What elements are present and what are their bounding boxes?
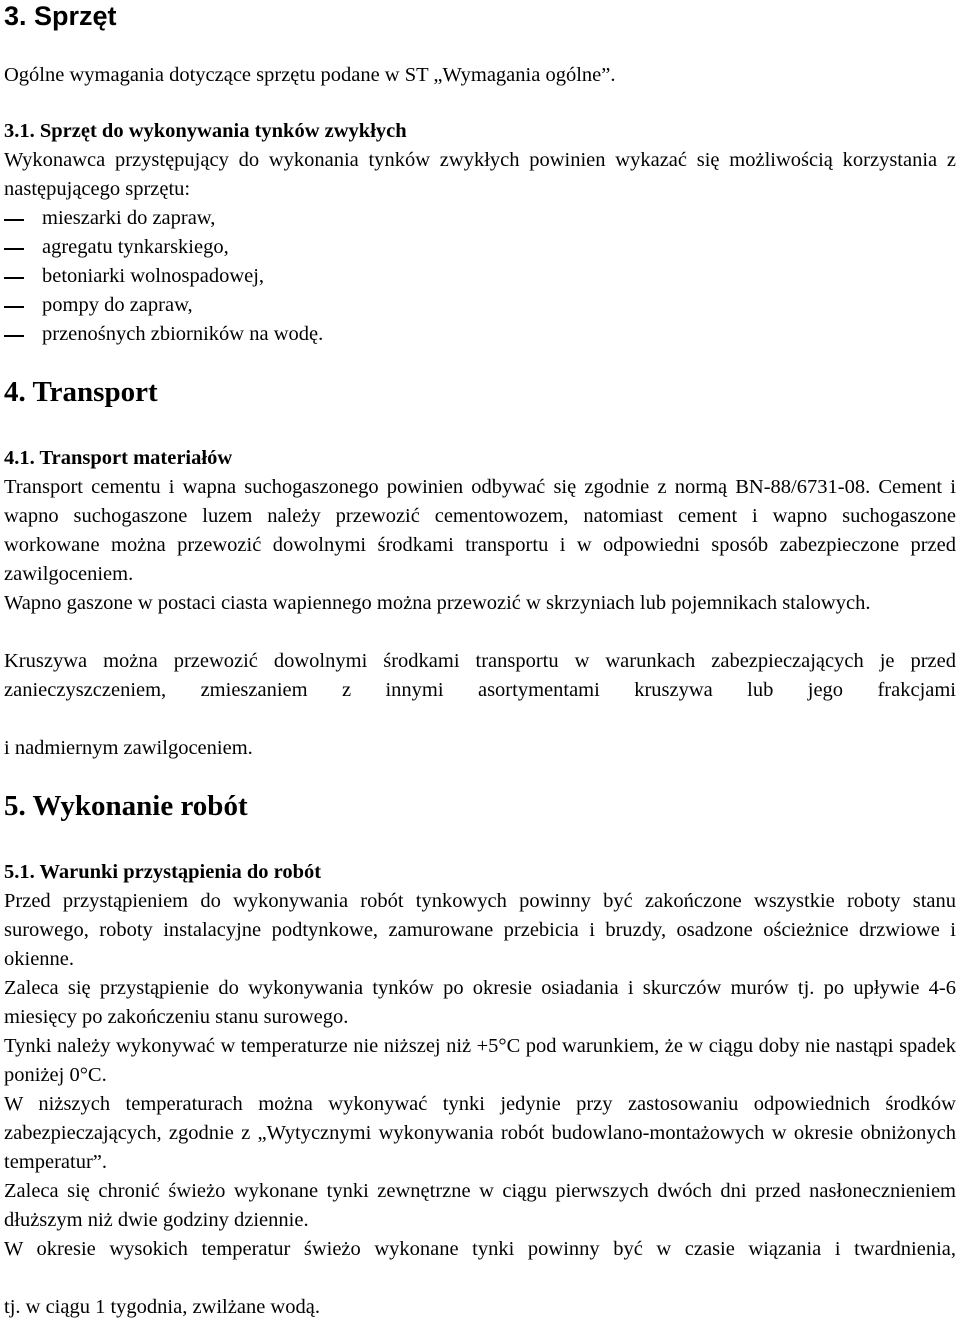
paragraph: tj. w ciągu 1 tygodnia, zwilżane wodą. xyxy=(4,1296,320,1318)
paragraph: Przed przystąpieniem do wykonywania robót tynkowych powinny być zakończone wszystkie roboty stanu surowego, roboty instalacyjne podtynkowe, zamurowane przebicia i bruzdy, osadzone ościeżnice drzwiowe i okienne. xyxy=(4,890,956,970)
subsection-3-1-text: Wykonawca przystępujący do wykonania tynków zwykłych powinien wykazać się możliwością korzystania z następującego sprzętu: xyxy=(4,149,956,200)
section-5-heading: 5. Wykonanie robót xyxy=(4,790,248,822)
subsection-4-1-title: 4.1. Transport materiałów xyxy=(4,447,233,469)
list-item-text: betoniarki wolnospadowej, xyxy=(42,265,265,287)
paragraph: i nadmiernym zawilgoceniem. xyxy=(4,737,253,759)
paragraph: Tynki należy wykonywać w temperaturze nie niższej niż +5°C pod warunkiem, że w ciągu doby nie nastąpi spadek poniżej 0°C. xyxy=(4,1035,956,1086)
paragraph: Kruszywa można przewozić dowolnymi środkami transportu w warunkach zabezpieczających je przed zanieczyszczeniem, zmieszaniem z innymi asortymentami kruszywa lub jego frakcjami xyxy=(4,650,956,701)
paragraph: Zaleca się chronić świeżo wykonane tynki zewnętrzne w ciągu pierwszych dwóch dni przed nasłonecznieniem dłuższym niż dwie godziny dziennie. xyxy=(4,1180,956,1231)
list-item-text: mieszarki do zapraw, xyxy=(42,207,216,229)
list-item xyxy=(4,262,956,291)
dash-bullet xyxy=(4,335,24,337)
subsection-5-1-title: 5.1. Warunki przystąpienia do robót xyxy=(4,861,322,883)
list-item xyxy=(4,233,956,262)
list-item xyxy=(4,204,956,233)
list-item-text: pompy do zapraw, xyxy=(42,294,193,316)
list-item xyxy=(4,320,956,349)
list-item xyxy=(4,291,956,320)
list-item-text: agregatu tynkarskiego, xyxy=(42,236,229,258)
paragraph: Wapno gaszone w postaci ciasta wapiennego można przewozić w skrzyniach lub pojemnikach stalowych. xyxy=(4,592,871,614)
section-4-heading: 4. Transport xyxy=(4,376,158,408)
list-item-text: przenośnych zbiorników na wodę. xyxy=(42,323,324,345)
subsection-3-1-title: 3.1. Sprzęt do wykonywania tynków zwykłych xyxy=(4,120,407,142)
dash-bullet xyxy=(4,219,24,221)
dash-bullet xyxy=(4,306,24,308)
equipment-list xyxy=(4,204,956,349)
section-3-heading: 3. Sprzęt xyxy=(4,1,117,31)
dash-bullet xyxy=(4,248,24,250)
paragraph: W okresie wysokich temperatur świeżo wykonane tynki powinny być w czasie wiązania i twardnienia, xyxy=(4,1238,956,1260)
paragraph: Zaleca się przystąpienie do wykonywania tynków po okresie osiadania i skurczów murów tj. po upływie 4-6 miesięcy po zakończeniu stanu surowego. xyxy=(4,977,956,1028)
dash-bullet xyxy=(4,277,24,279)
paragraph: W niższych temperaturach można wykonywać tynki jedynie przy zastosowaniu odpowiednich środków zabezpieczających, zgodnie z „Wytycznymi wykonywania robót budowlano-montażowych w okresie obniżonych temperatur”. xyxy=(4,1093,956,1173)
paragraph: Transport cementu i wapna suchogaszonego powinien odbywać się zgodnie z normą BN-88/6731-08. Cement i wapno suchogaszone luzem należy przewozić cementowozem, natomiast cement i wapno suchogaszone workowane można przewozić dowolnymi środkami transportu i w odpowiedni sposób zabezpieczone przed zawilgoceniem. xyxy=(4,476,956,585)
section-3-intro: Ogólne wymagania dotyczące sprzętu podane w ST „Wymagania ogólne”. xyxy=(4,64,616,86)
